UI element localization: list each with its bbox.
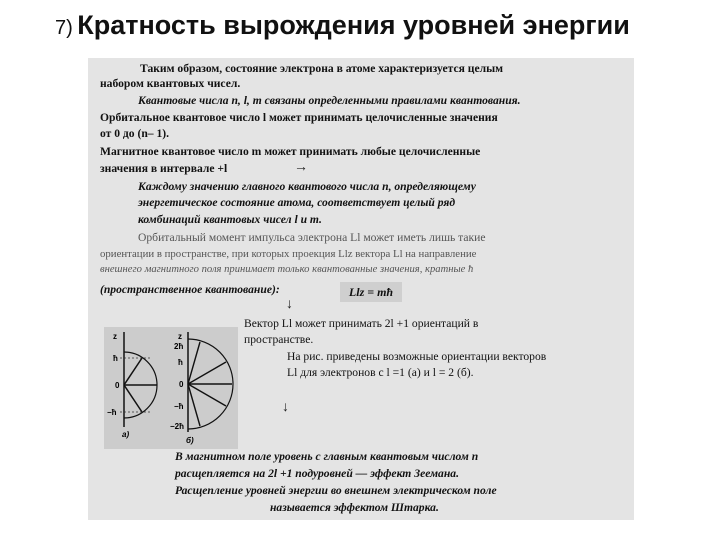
text-line-8: Каждому значению главного квантового числа n, определяющему (138, 180, 476, 193)
quantization-formula: Llz = mħ (340, 282, 402, 302)
text-line-6: Магнитное квантовое число m может принимать любые целочисленные (100, 145, 481, 158)
tick-b-1: 2ħ (174, 342, 184, 351)
orientation-diagram (104, 327, 238, 449)
text-line-11: Орбитальный момент импульса электрона Ll может иметь лишь такие (138, 231, 486, 244)
text-line-10: комбинаций квантовых чисел l и m. (138, 213, 322, 226)
text-line-9: энергетическое состояние атома, соответствует целый ряд (138, 196, 456, 209)
slide-heading: Кратность вырождения уровней энергии (77, 10, 630, 40)
text-line-20: расщепляется на 2l +1 подуровней — эффект Зеемана. (175, 467, 459, 480)
slide-title (55, 10, 630, 41)
tick-a-3: −ħ (107, 408, 117, 417)
down-arrow-1: ↓ (286, 297, 293, 312)
caption-b: б) (186, 436, 194, 445)
text-line-4: Орбитальное квантовое число l может принимать целочисленные значения (100, 111, 498, 124)
text-line-13: внешнего магнитного поля принимает только квантованные значения, кратные ħ (100, 264, 474, 275)
caption-a: а) (122, 430, 130, 439)
text-line-7: значения в интервале +l (100, 162, 228, 175)
tick-a-1: ħ (113, 354, 118, 363)
text-line-3: Квантовые числа n, l, m связаны определенными правилами квантования. (138, 94, 521, 107)
text-line-21: Расщепление уровней энергии во внешнем электрическом поле (175, 484, 497, 497)
text-line-16: пространстве. (244, 333, 314, 346)
tick-b-3: 0 (179, 380, 184, 389)
down-arrow-2: ↓ (282, 400, 289, 415)
text-line-14: (пространственное квантование): (100, 283, 280, 296)
tick-b-5: −2ħ (170, 422, 185, 431)
text-line-17: На рис. приведены возможные ориентации векторов (287, 350, 547, 363)
slide-number: 7) (55, 17, 73, 39)
tick-b-2: ħ (178, 358, 183, 367)
text-line-1: Таким образом, состояние электрона в атоме характеризуется целым (140, 62, 504, 75)
text-line-2: набором квантовых чисел. (100, 77, 241, 90)
text-line-18: Ll для электронов с l =1 (а) и l = 2 (б). (287, 366, 474, 379)
tick-a-2: 0 (115, 381, 120, 390)
tick-b-0: z (178, 332, 182, 341)
right-arrow: → (294, 160, 308, 175)
text-line-12: ориентации в пространстве, при которых проекция Llz вектора Ll на направление (100, 248, 477, 260)
text-line-15: Вектор Ll может принимать 2l +1 ориентаций в (244, 317, 479, 330)
text-line-19: В магнитном поле уровень с главным квантовым числом n (175, 450, 479, 463)
tick-b-4: −ħ (174, 402, 184, 411)
text-line-22: называется эффектом Штарка. (270, 501, 439, 514)
text-line-5: от 0 до (n– 1). (100, 127, 170, 140)
tick-a-0: z (113, 332, 117, 341)
